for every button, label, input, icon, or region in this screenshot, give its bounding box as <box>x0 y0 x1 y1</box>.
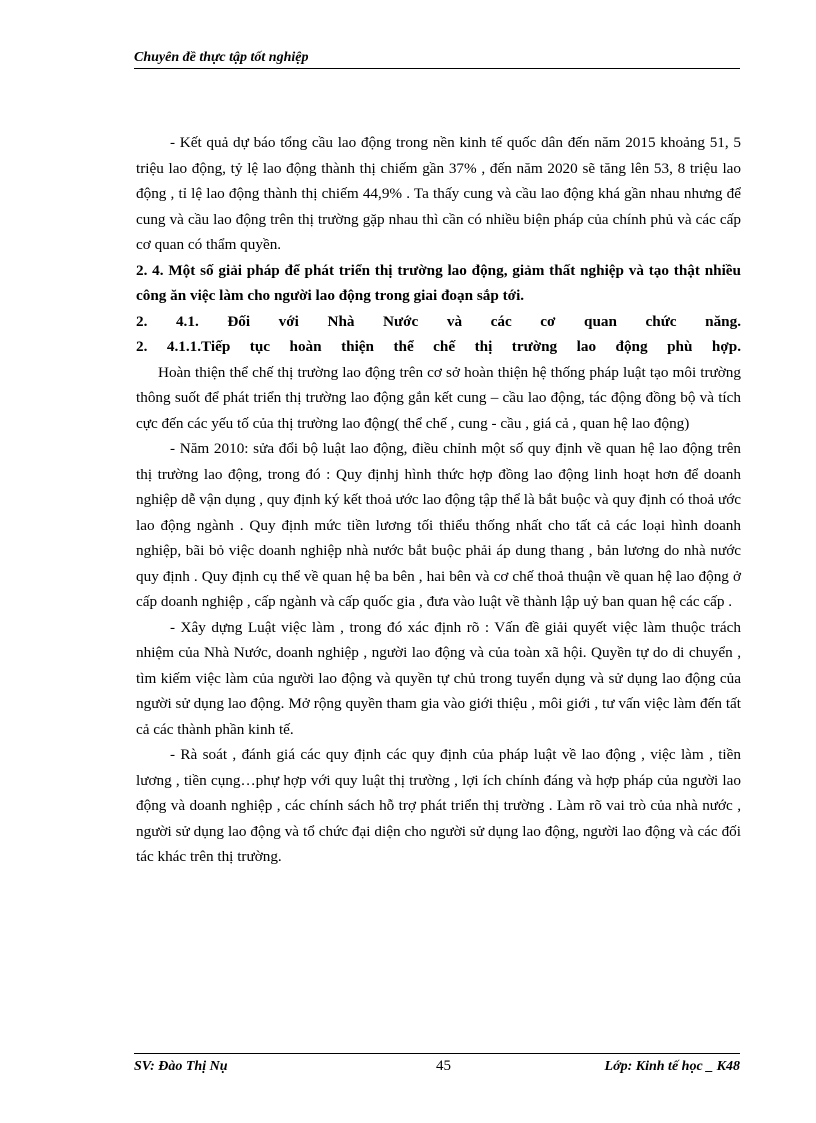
footer-divider <box>134 1053 740 1054</box>
footer-class-name: Lớp: Kinh tế học _ K48 <box>604 1059 740 1074</box>
page-footer <box>134 1059 740 1079</box>
paragraph-labor-code-2010: - Năm 2010: sửa đổi bộ luật lao động, điều chỉnh một số quy định về quan hệ lao động trên thị trường lao động, trong đó : Quy địnhj hình thức hợp đồng lao động linh hoạt hơn để doanh nghiệp dễ vận dụng , quy định ký kết thoả ước lao động tập thể là bắt buộc và quy định có thoả ước lao động ngành . Quy định mức tiền lương tối thiểu thống nhất cho tất cả các loại hình doanh nghiệp, bãi bỏ việc doanh nghiệp nhà nước bắt buộc phải áp dung thang , bản lương do nhà nước quy định . Quy định cụ thể về quan hệ ba bên , hai bên và cơ chế thoả thuận về quan hệ lao động ở cấp doanh nghiệp , cấp ngành và cấp quốc gia , đưa vào luật về thành lập uỷ ban quan hệ các cấp . <box>136 440 741 610</box>
paragraph-forecast: - Kết quả dự báo tổng cầu lao động trong nền kinh tế quốc dân đến năm 2015 khoảng 51, 5 triệu lao động, tỷ lệ lao động thành thị chiếm gần 37% , đến năm 2020 sẽ tăng lên 53, 8 triệu lao động , tỉ lệ lao động thành thị chiếm 44,9% . Ta thấy cung và cầu lao động khá gần nhau nhưng để cung và cầu lao động trên thị trường gặp nhau thì cần có nhiều biện pháp của chính phủ và các cấp cơ quan có thẩm quyền. <box>136 134 741 253</box>
document-body <box>136 130 741 870</box>
page-number: 45 <box>436 1058 451 1074</box>
section-heading-2-4: 2. 4. Một số giải pháp để phát triển thị trường lao động, giảm thất nghiệp và tạo thật nhiều công ăn việc làm cho người lao động trong giai đoạn sắp tới. <box>136 261 741 304</box>
footer-student-name: SV: Đào Thị Nụ <box>134 1059 228 1074</box>
paragraph-review-regulations: - Rà soát , đánh giá các quy định các quy định của pháp luật về lao động , việc làm , tiền lương , tiền cụng…phự hợp với quy luật thị trường , lợi ích chính đáng và hợp pháp của người lao động và doanh nghiệp , các chính sách hỗ trợ phát triển thị trường . Làm rõ vai trò của nhà nước , người sử dụng lao động và tổ chức đại diện cho người sử dụng lao động, người lao động và các đối tác khác trên thị trường. <box>136 746 741 865</box>
section-heading-2-4-1: 2. 4.1. Đối với Nhà Nước và các cơ quan chức năng. <box>136 312 741 330</box>
paragraph-employment-law: - Xây dựng Luật việc làm , trong đó xác định rõ : Vấn đề giải quyết việc làm thuộc trách nhiệm của Nhà Nước, doanh nghiệp , người lao động và của toàn xã hội. Quyền tự do di chuyển , tìm kiếm việc làm của người lao động và quyền tự chủ trong tuyển dụng và sử dụng lao động của người sử dụng lao động. Mở rộng quyền tham gia vào giới thiệu , môi giới , tư vấn việc làm đến tất cả các thành phần kinh tế. <box>136 618 741 738</box>
paragraph-institution: Hoàn thiện thể chế thị trường lao động trên cơ sở hoàn thiện hệ thống pháp luật tạo môi trường thông suốt để phát triển thị trường lao động gắn kết cung – cầu lao động, tác động đồng bộ và tích cực đến các yếu tố của thị trường lao động( thể chế , cung - cầu , giá cả , quan hệ lao động) <box>136 363 741 432</box>
section-heading-2-4-1-1: 2. 4.1.1.Tiếp tục hoàn thiện thể chế thị trường lao động phù hợp. <box>136 338 741 355</box>
header-divider <box>134 68 740 69</box>
page-header-title: Chuyên đề thực tập tốt nghiệp <box>134 50 309 65</box>
